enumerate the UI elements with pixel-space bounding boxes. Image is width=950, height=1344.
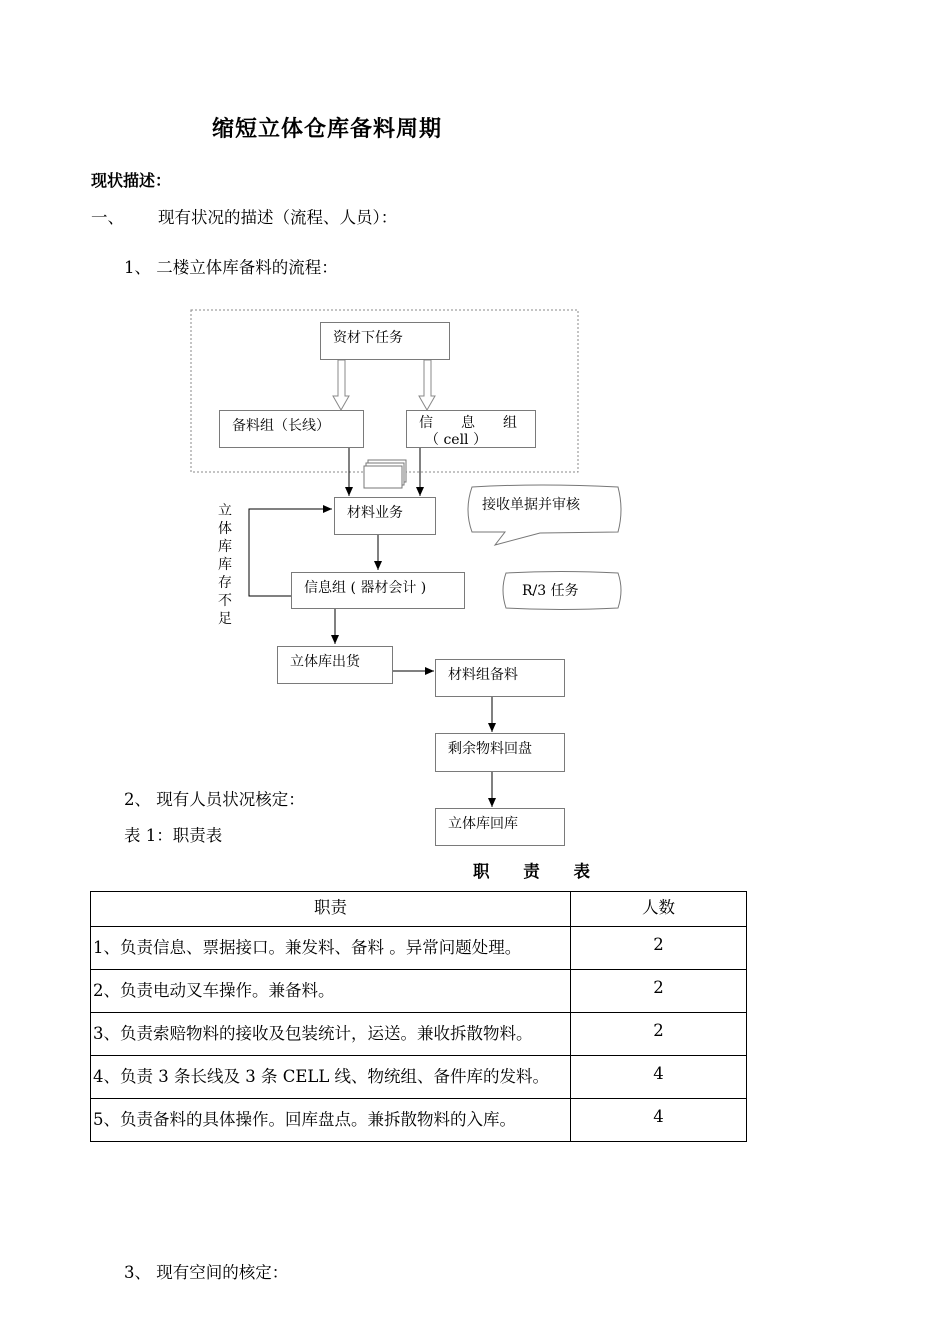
- duty-cell: 5、负责备料的具体操作。回库盘点。兼拆散物料的入库。: [91, 1099, 571, 1142]
- document-stack-icon: [364, 460, 406, 488]
- duty-cell: 4、负责 3 条长线及 3 条 CELL 线、物统组、备件库的发料。: [91, 1056, 571, 1099]
- header-count: 人数: [571, 892, 747, 927]
- side-label-char: 库: [218, 557, 232, 573]
- subitem-1: 1、 二楼立体库备料的流程：: [124, 258, 338, 277]
- section-heading: 现状描述：: [91, 171, 172, 190]
- item1-text: 现有状况的描述（流程、人员）：: [158, 208, 398, 227]
- side-label-char: 足: [218, 611, 232, 627]
- hollow-arrow-left: [333, 360, 349, 410]
- side-label-char: 存: [218, 575, 232, 591]
- side-label-insufficient-stock: [216, 502, 234, 628]
- duty-cell: 1、负责信息、票据接口。兼发料、备料 。异常问题处理。: [91, 927, 571, 970]
- side-label-char: 不: [218, 593, 232, 609]
- info-group-line1: 信 息 组: [419, 415, 517, 431]
- side-label-char: 库: [218, 539, 232, 555]
- note-r3-text: R/3 任务: [522, 583, 579, 599]
- subitem-2: 2、 现有人员状况核定：: [124, 790, 305, 809]
- table-header-row: [91, 892, 747, 927]
- duty-cell: 2、负责电动叉车操作。兼备料。: [91, 970, 571, 1013]
- item1-number: 一、: [91, 208, 124, 227]
- flow-node-warehouse-out: 立体库出货: [277, 646, 393, 684]
- info-group-line2: （ cell ）: [425, 432, 487, 448]
- count-cell: 2: [571, 1013, 747, 1056]
- note-receive-text: 接收单据并审核: [482, 497, 580, 513]
- flow-node-material-group-prep: 材料组备料: [435, 659, 565, 697]
- table-row: [91, 927, 747, 970]
- table-row: [91, 1056, 747, 1099]
- hollow-arrow-right: [419, 360, 435, 410]
- side-label-char: 体: [218, 521, 232, 537]
- flow-node-remaining-recount: 剩余物料回盘: [435, 733, 565, 772]
- table-row: [91, 970, 747, 1013]
- duty-table: [90, 891, 747, 1142]
- header-duty: 职责: [91, 892, 571, 927]
- count-cell: 4: [571, 1056, 747, 1099]
- count-cell: 2: [571, 927, 747, 970]
- duty-cell: 3、负责索赔物料的接收及包装统计，运送。兼收拆散物料。: [91, 1013, 571, 1056]
- table-caption: 职 责 表: [473, 862, 604, 881]
- flow-node-prep-group: 备料组（长线）: [219, 410, 364, 448]
- flow-node-warehouse-return: 立体库回库: [435, 808, 565, 846]
- document-title: 缩短立体仓库备料周期: [212, 116, 443, 142]
- subitem-3: 3、 现有空间的核定：: [124, 1263, 289, 1282]
- count-cell: 4: [571, 1099, 747, 1142]
- table-row: [91, 1099, 747, 1142]
- count-cell: 2: [571, 970, 747, 1013]
- flow-node-task: 资材下任务: [320, 322, 450, 360]
- flow-node-info-group: [406, 410, 536, 448]
- flow-node-info-accounting: 信息组 ( 器材会计 ): [291, 572, 465, 609]
- side-label-char: 立: [218, 503, 232, 519]
- flow-node-material-business: 材料业务: [334, 497, 436, 535]
- table-row: [91, 1013, 747, 1056]
- table-label: 表 1：职责表: [124, 826, 223, 845]
